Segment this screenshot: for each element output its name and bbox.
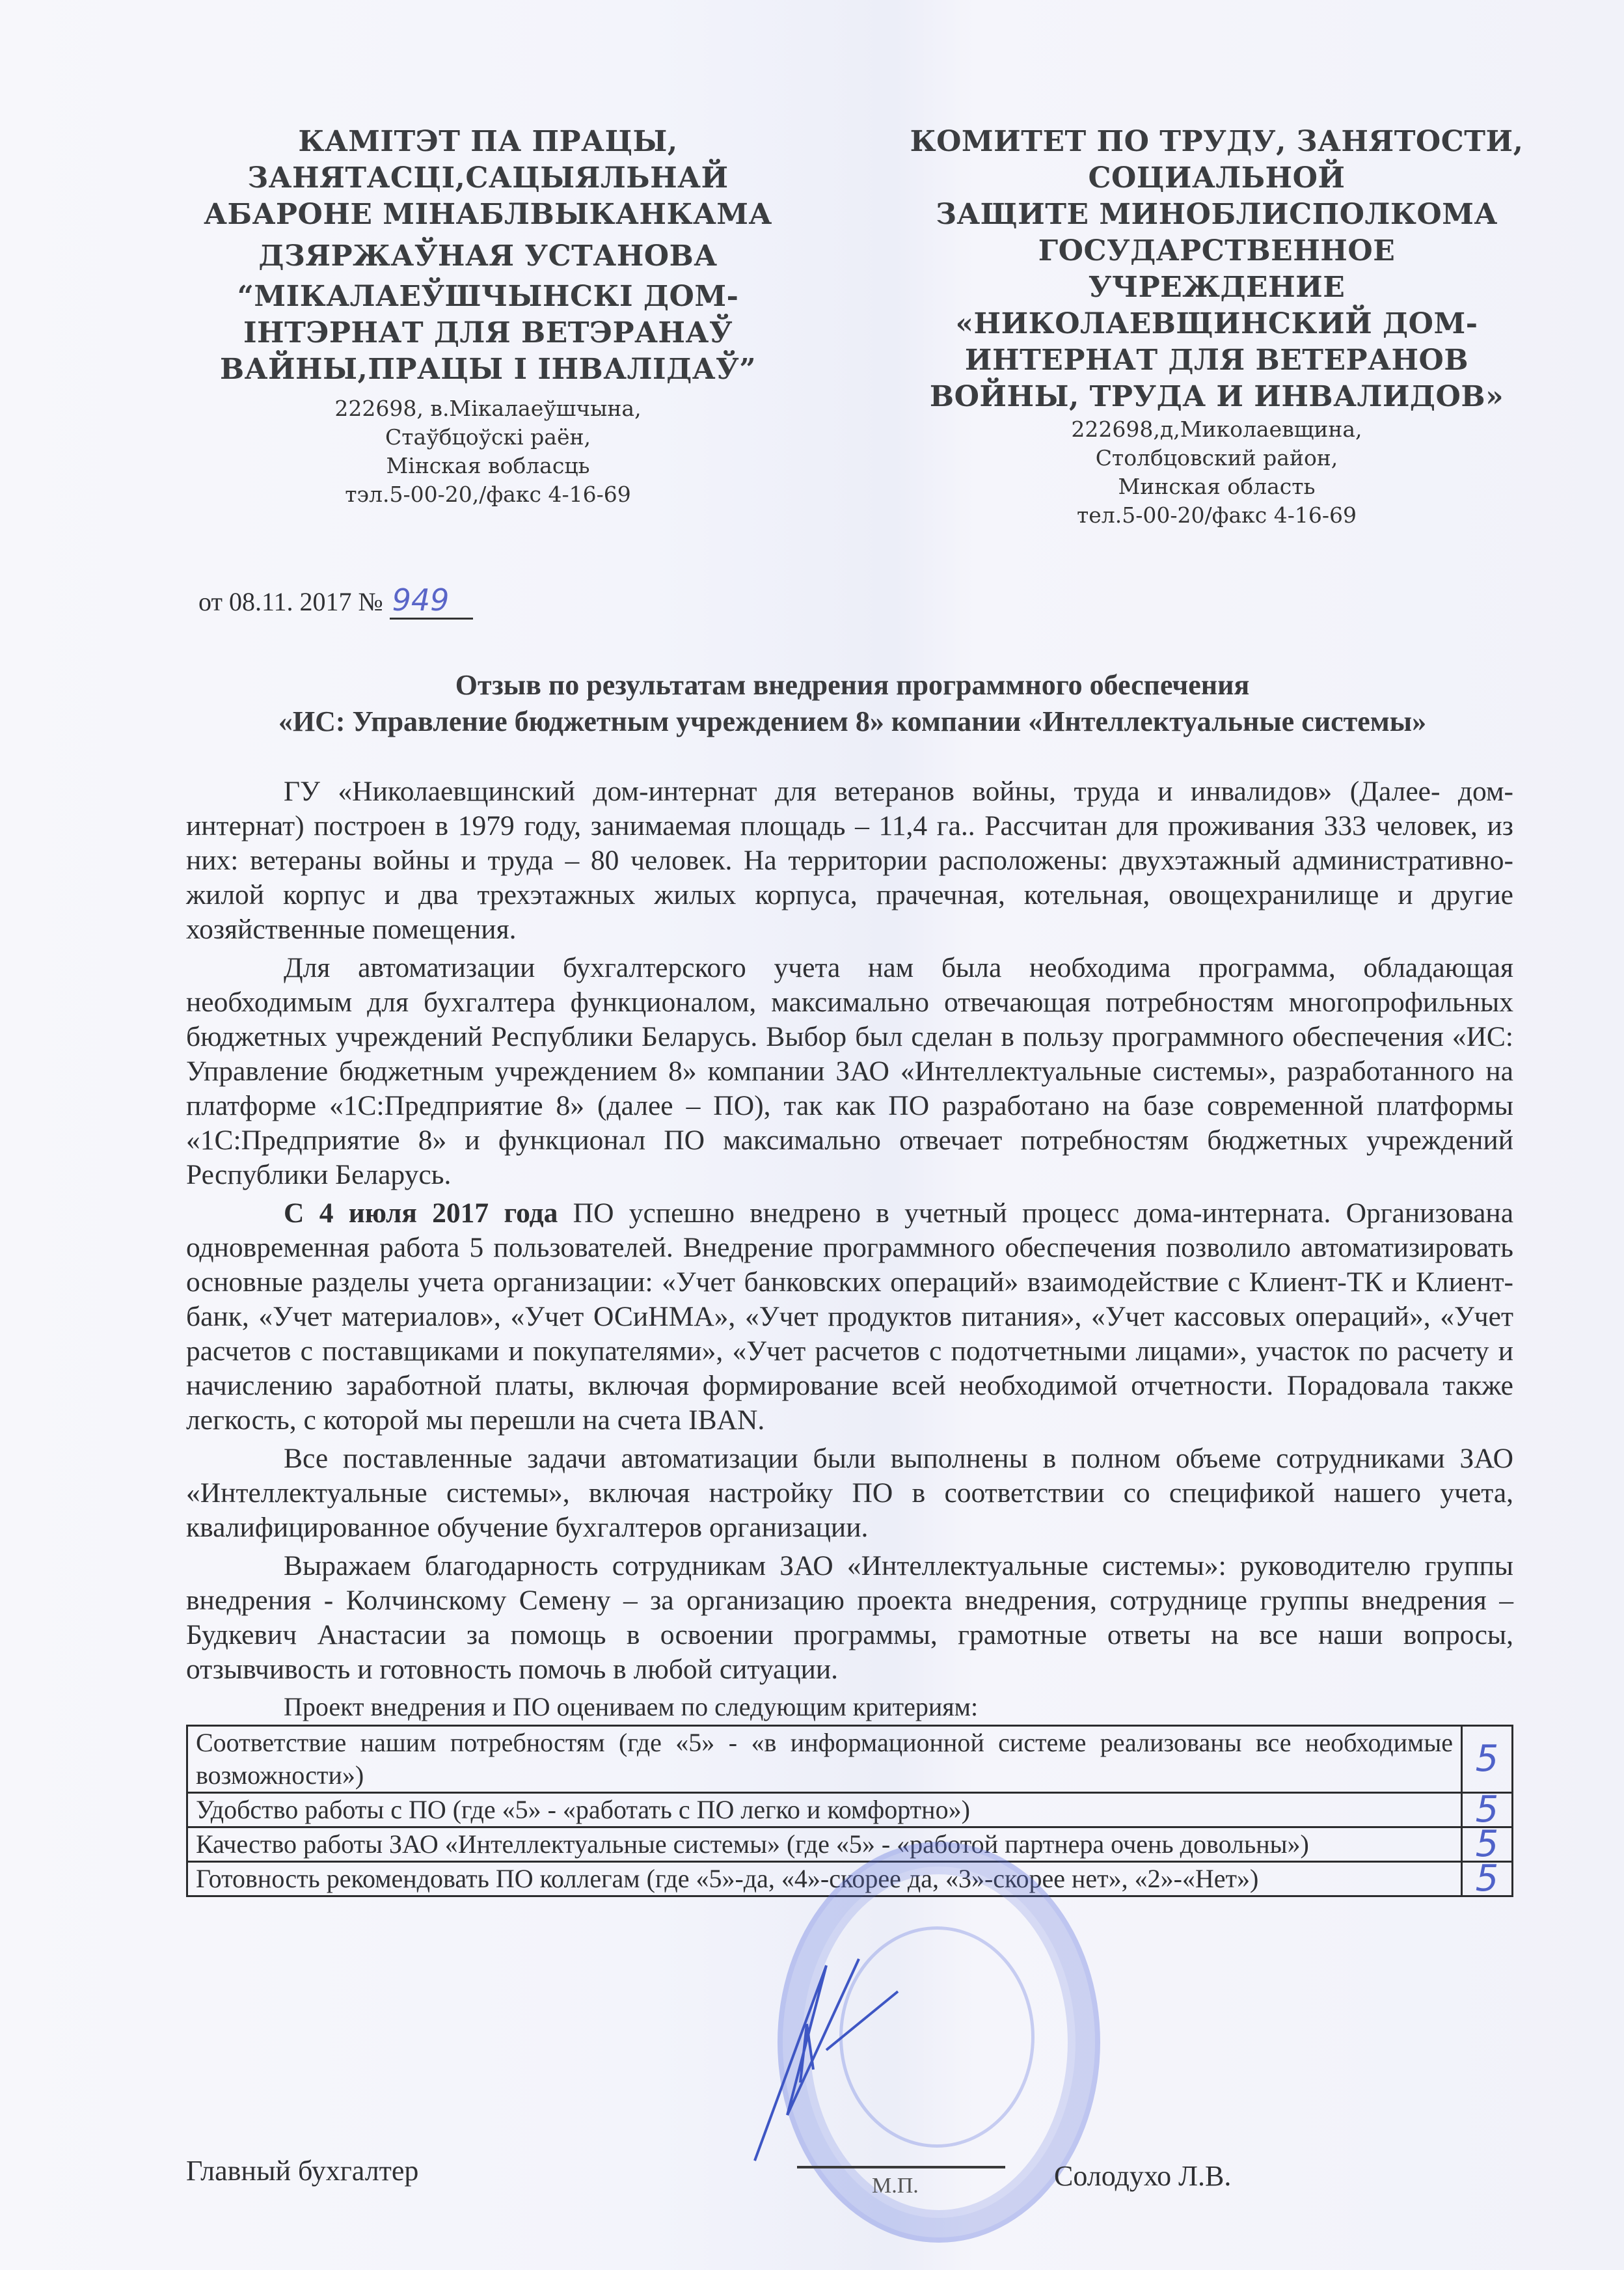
- address-line: Стаўбцоўскі раён,: [385, 424, 591, 450]
- org-name-line: ЗАНЯТАСЦІ,САЦЫЯЛЬНАЙ: [247, 161, 729, 195]
- letterhead-russian: [904, 124, 1529, 530]
- criterion-score: 5: [1462, 1862, 1513, 1896]
- org-name-line: «НИКОЛАЕВЩИНСКИЙ ДОМ-: [955, 307, 1478, 340]
- letterhead-belarusian: [195, 124, 781, 509]
- table-row: [187, 1827, 1513, 1862]
- phone-line: тэл.5-00-20,/факс 4-16-69: [345, 482, 631, 507]
- paragraph: С 4 июля 2017 года ПО успешно внедрено в учетный процесс дома-интерната. Организована одновременная работа 5 пользователей. Внедрение программного обеспечения позволило автоматизировать основные разделы учета организации: «Учет банковских операций» взаимодействие с Клиент-ТК и Клиент-банк, «Учет материалов», «Учет ОСиНМА», «Учет продуктов питания», «Учет кассовых операций», «Учет расчетов с поставщиками и покупателями», «Учет расчетов с подотчетными лицами», участок по расчету и начислению заработной платы, включая формирование всей необходимой отчетности. Порадовала также легкость, с которой мы перешли на счета IBAN.: [186, 1197, 1514, 1436]
- criterion-text: Соответствие нашим потребностям (где «5» - «в информационной системе реализованы все необходимые возможности»): [187, 1726, 1462, 1793]
- paragraph: ГУ «Николаевщинский дом-интернат для ветеранов войны, труда и инвалидов» (Далее- дом-интернат) построен в 1979 году, занимаемая площадь – 11,4 га.. Рассчитан для проживания 333 человек, из них: ветераны войны и труда – 80 человек. На территории расположены: двухэтажный административно-жилой корпус и два трехэтажных жилых корпуса, прачечная, котельная, овощехранилище и другие хозяйственные помещения.: [186, 776, 1513, 945]
- address-line: Мінская вобласць: [386, 453, 590, 478]
- org-name-line: ЗАЩИТЕ МИНОБЛИСПОЛКОМА: [936, 198, 1498, 231]
- org-name-line: УЧРЕЖДЕНИЕ: [1088, 271, 1346, 304]
- org-name-line: ВОЙНЫ, ТРУДА И ИНВАЛИДОВ»: [929, 380, 1504, 413]
- signature-line: [797, 2166, 1005, 2168]
- org-name-line: АБАРОНЕ МІНАБЛВЫКАНКАМА: [204, 198, 772, 231]
- org-name-line: “МІКАЛАЕЎШЧЫНСКІ ДОМ-: [237, 280, 739, 313]
- org-name-line: ГОСУДАРСТВЕННОЕ: [1038, 234, 1396, 267]
- criterion-text: Удобство работы с ПО (где «5» - «работать с ПО легко и комфортно»): [187, 1793, 1462, 1827]
- reference-date: от 08.11. 2017 №: [198, 587, 383, 616]
- document-title: [208, 667, 1496, 740]
- org-name-line: ИНТЕРНАТ ДЛЯ ВЕТЕРАНОВ: [964, 344, 1469, 377]
- criterion-text: Готовность рекомендовать ПО коллегам (где «5»-да, «4»-скорее да, «3»-скорее нет», «2»-«Нет»): [187, 1862, 1462, 1896]
- criteria-intro: Проект внедрения и ПО оцениваем по следующим критериям:: [284, 1692, 979, 1721]
- address-line: 222698, в.Мікалаеўшчына,: [334, 396, 642, 421]
- criteria-table: [186, 1725, 1513, 1900]
- address-line: Минская область: [1118, 474, 1316, 499]
- handwritten-signature-icon: [729, 1952, 924, 2167]
- signatory-name: Солодухо Л.В.: [1054, 2160, 1232, 2192]
- org-name-line: КОМИТЕТ ПО ТРУДУ, ЗАНЯТОСТИ,: [910, 125, 1524, 158]
- reference-number: 949: [390, 582, 473, 620]
- table-row: [187, 1793, 1513, 1827]
- highlight-date: С 4 июля 2017 года: [284, 1197, 558, 1229]
- criterion-text: Качество работы ЗАО «Интеллектуальные системы» (где «5» - «работой партнера очень довольны»): [187, 1827, 1462, 1862]
- paragraph: Для автоматизации бухгалтерского учета нам была необходима программа, обладающая необходимым для бухгалтера функционалом, максимально отвечающая потребностям многопрофильных бюджетных учреждений Республики Беларусь. Выбор был сделан в пользу программного обеспечения «ИС: Управление бюджетным учреждением 8» компании ЗАО «Интеллектуальные системы», разработанного на платформе «1С:Предприятие 8» (далее – ПО), так как ПО разработано на базе современной платформы «1С:Предприятие 8» и функционал ПО максимально отвечает потребностям бюджетных учреждений Республики Беларусь.: [186, 952, 1513, 1190]
- title-line: Отзыв по результатам внедрения программного обеспечения: [455, 669, 1250, 701]
- document-body: [186, 774, 1514, 1900]
- stamp-label: М.П.: [872, 2174, 919, 2198]
- address-line: Столбцовский район,: [1095, 445, 1338, 471]
- criterion-score: 5: [1462, 1793, 1513, 1827]
- paragraph: Все поставленные задачи автоматизации были выполнены в полном объеме сотрудниками ЗАО «Интеллектуальные системы», включая настройку ПО в соответствии со спецификой нашего учета, квалифицированное обучение бухгалтеров организации.: [186, 1443, 1513, 1543]
- title-line: «ИС: Управление бюджетным учреждением 8» компании «Интеллектуальные системы»: [278, 705, 1427, 737]
- criterion-score: 5: [1462, 1726, 1513, 1793]
- signatory-role: Главный бухгалтер: [186, 2155, 419, 2187]
- org-name-line: ІНТЭРНАТ ДЛЯ ВЕТЭРАНАЎ: [243, 316, 733, 349]
- org-name-line: СОЦИАЛЬНОЙ: [1088, 161, 1346, 195]
- phone-line: тел.5-00-20/факс 4-16-69: [1076, 502, 1357, 528]
- org-name-line: ДЗЯРЖАЎНАЯ УСТАНОВА: [258, 239, 718, 273]
- org-name-line: ВАЙНЫ,ПРАЦЫ І ІНВАЛІДАЎ”: [219, 353, 757, 386]
- org-name-line: КАМІТЭТ ПА ПРАЦЫ,: [298, 125, 678, 158]
- table-row: [187, 1726, 1513, 1793]
- criterion-score: 5: [1462, 1827, 1513, 1862]
- reference-line: [198, 582, 473, 620]
- address-line: 222698,д,Миколаевщина,: [1071, 417, 1362, 442]
- paragraph: Выражаем благодарность сотрудникам ЗАО «Интеллектуальные системы»: руководителю группы внедрения - Колчинскому Семену – за организацию проекта внедрения, сотруднице группы внедрения – Будкевич Анастасии за помощь в освоении программы, грамотные ответы на все наши вопросы, отзывчивость и готовность помочь в любой ситуации.: [186, 1550, 1513, 1685]
